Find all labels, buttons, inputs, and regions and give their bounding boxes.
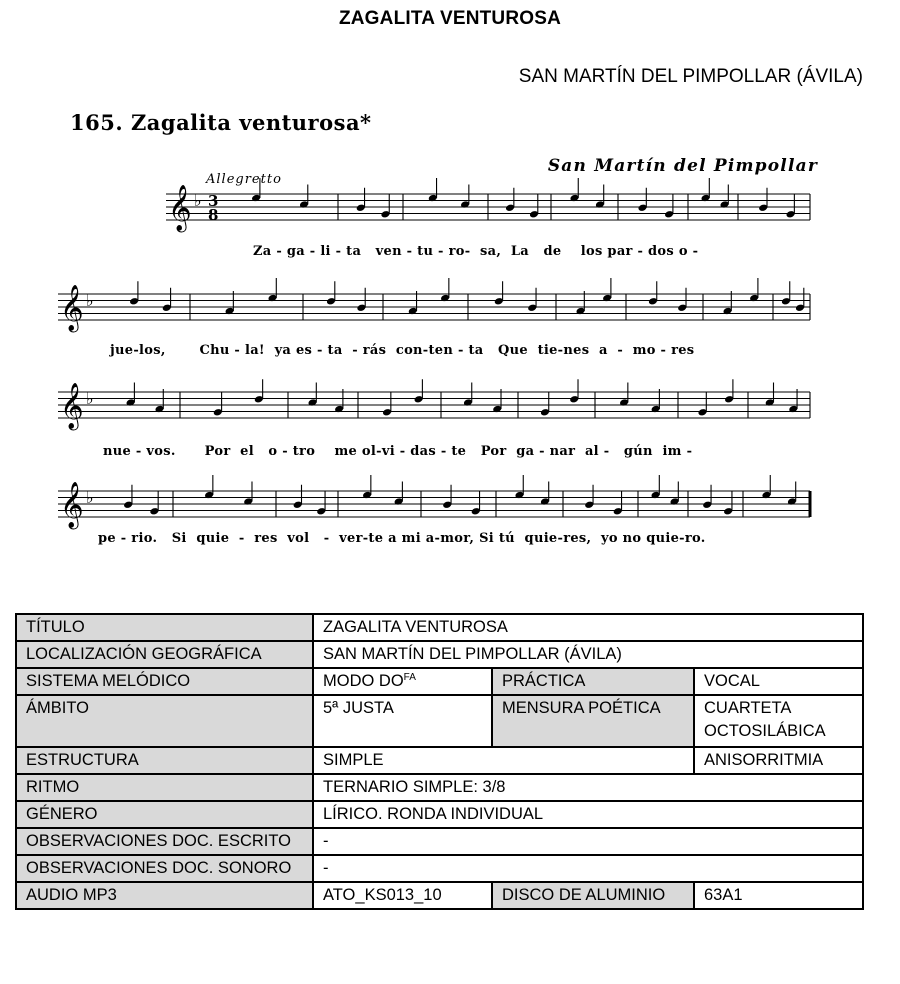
treble-clef-icon: 𝄞 (60, 285, 84, 331)
score-tempo: Allegretto (206, 172, 282, 187)
cell-value: SAN MARTÍN DEL PIMPOLLAR (ÁVILA) (313, 641, 863, 668)
table-row (16, 747, 863, 774)
cell-label: DISCO DE ALUMINIO (492, 882, 694, 909)
table-row (16, 801, 863, 828)
cell-value: ATO_KS013_10 (313, 882, 492, 909)
flat-icon: ♭ (86, 291, 94, 310)
time-signature-bottom: 8 (208, 206, 219, 224)
treble-clef-icon: 𝄞 (60, 383, 84, 429)
lyrics-line-4: pe - rio. Si quie - res vol - ver-te a mi a-mor, Si tú quie-res, yo no quie-ro. (98, 531, 706, 546)
cell-value-superscript: FA (403, 672, 416, 683)
cell-label: ESTRUCTURA (16, 747, 313, 774)
cell-value: CUARTETA OCTOSILÁBICA (694, 695, 863, 747)
cell-label: RITMO (16, 774, 313, 801)
time-signature-top: 3 (208, 192, 219, 210)
table-row (16, 641, 863, 668)
lyrics-line-2: jue-los, Chu - la! ya es - ta - rás con-ten - ta Que tie-nes a - mo - res (110, 343, 695, 358)
lyrics-line-1: Za - ga - li - ta ven - tu - ro- sa, La de los par - dos o - (253, 244, 699, 259)
flat-icon: ♭ (86, 488, 94, 507)
cell-label: TÍTULO (16, 614, 313, 641)
table-row (16, 668, 863, 695)
cell-label: LOCALIZACIÓN GEOGRÁFICA (16, 641, 313, 668)
cell-value: TERNARIO SIMPLE: 3/8 (313, 774, 863, 801)
treble-clef-icon: 𝄞 (60, 482, 84, 528)
cell-label: AUDIO MP3 (16, 882, 313, 909)
score-place: San Martín del Pimpollar (547, 156, 818, 176)
cell-label: MENSURA POÉTICA (492, 695, 694, 747)
treble-clef-icon: 𝄞 (168, 185, 192, 231)
cell-value: SIMPLE (313, 747, 694, 774)
table-row (16, 614, 863, 641)
cell-label: SISTEMA MELÓDICO (16, 668, 313, 695)
cell-label: ÁMBITO (16, 695, 313, 747)
flat-icon: ♭ (194, 191, 202, 210)
cell-value: ANISORRITMIA (694, 747, 863, 774)
cell-label: GÉNERO (16, 801, 313, 828)
cell-value-text: MODO DO (323, 672, 404, 690)
music-score (58, 110, 833, 570)
lyrics-line-3: nue - vos. Por el o - tro me ol-vi - das - te Por ga - nar al - gún im - (103, 444, 693, 459)
cell-value: VOCAL (694, 668, 863, 695)
metadata-table (15, 613, 864, 910)
table-row (16, 855, 863, 882)
table-row (16, 828, 863, 855)
staff-notation (58, 110, 833, 570)
table-row (16, 882, 863, 909)
cell-label: PRÁCTICA (492, 668, 694, 695)
cell-value (313, 668, 492, 695)
cell-value: - (313, 828, 863, 855)
cell-value: ZAGALITA VENTUROSA (313, 614, 863, 641)
table-row (16, 695, 863, 747)
document-title: ZAGALITA VENTUROSA (338, 8, 562, 29)
cell-value: LÍRICO. RONDA INDIVIDUAL (313, 801, 863, 828)
document-location: SAN MARTÍN DEL PIMPOLLAR (ÁVILA) (518, 66, 863, 87)
table-row (16, 774, 863, 801)
cell-label: OBSERVACIONES DOC. ESCRITO (16, 828, 313, 855)
cell-value: - (313, 855, 863, 882)
cell-value: 63A1 (694, 882, 863, 909)
cell-value: 5ª JUSTA (313, 695, 492, 747)
cell-label: OBSERVACIONES DOC. SONORO (16, 855, 313, 882)
score-heading: 165. Zagalita venturosa* (70, 110, 372, 135)
flat-icon: ♭ (86, 389, 94, 408)
